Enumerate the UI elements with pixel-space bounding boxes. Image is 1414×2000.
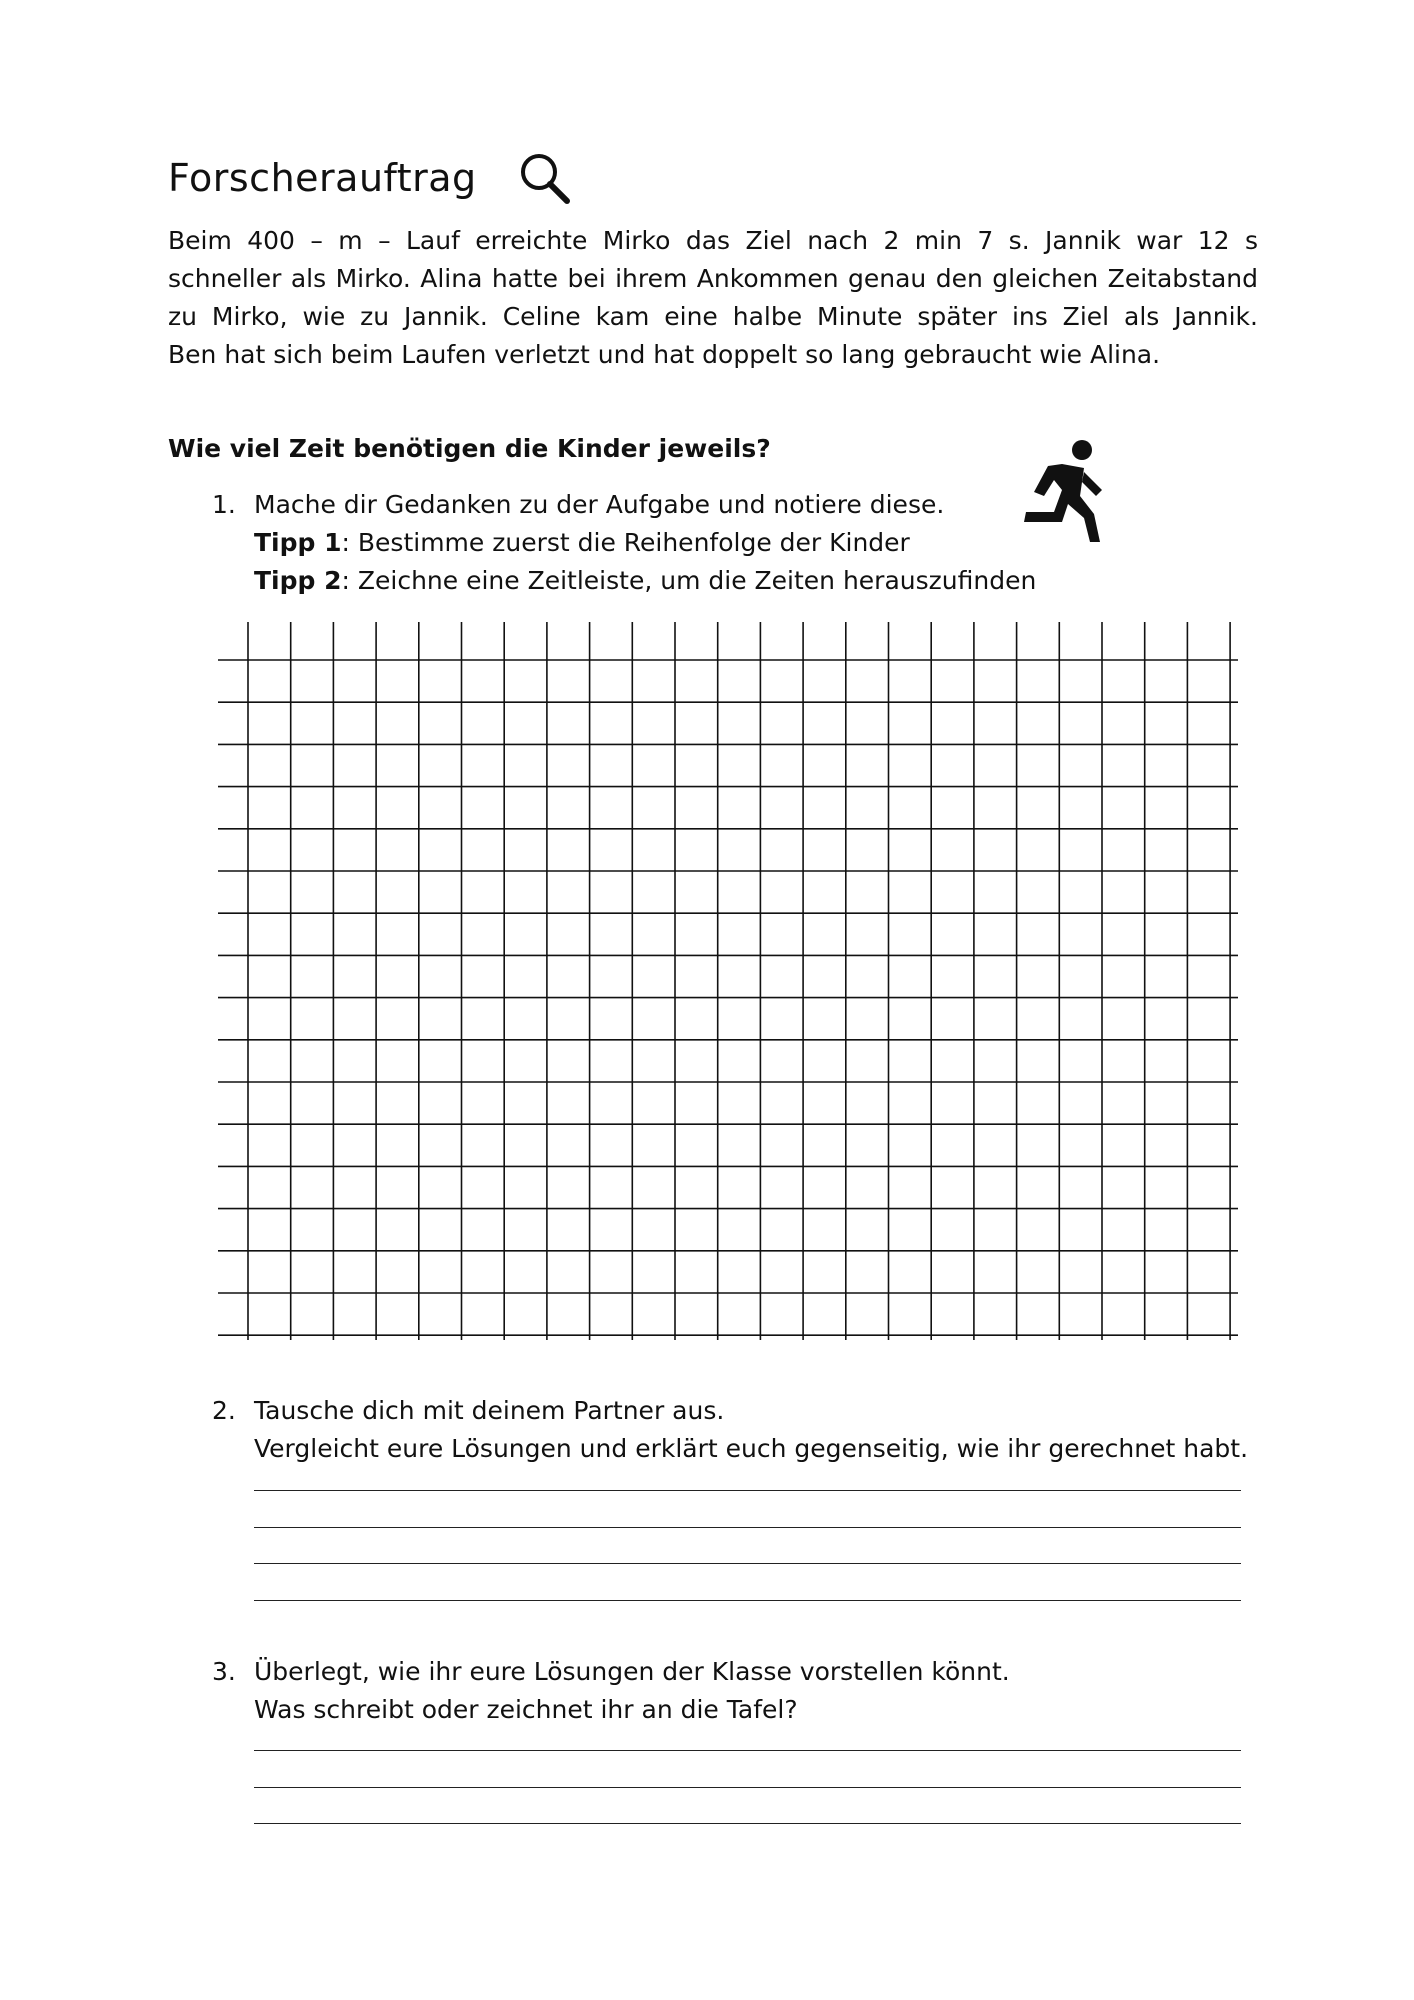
intro-line: Ben hat sich beim Laufen verletzt und hat doppelt so lang gebraucht wie Alina.: [168, 340, 1161, 369]
tip-label: Tipp 2: [254, 566, 342, 595]
answer-line[interactable]: [254, 1563, 1241, 1564]
tip-2: [212, 562, 1036, 600]
intro-paragraph: [168, 222, 1258, 374]
tip-label: Tipp 1: [254, 528, 342, 557]
answer-line[interactable]: [254, 1787, 1241, 1788]
task-1: [212, 486, 1036, 600]
task-number: 2.: [212, 1396, 236, 1425]
title-row: [168, 150, 573, 206]
task-number: 3.: [212, 1657, 236, 1686]
intro-line: Beim 400 – m – Lauf erreichte Mirko das Ziel nach 2 min 7 s. Jannik war 12 s: [168, 226, 1258, 255]
task-number: 1.: [212, 490, 236, 519]
task-2: [212, 1392, 1248, 1468]
task-text: Was schreibt oder zeichnet ihr an die Tafel?: [254, 1695, 798, 1724]
intro-line: schneller als Mirko. Alina hatte bei ihrem Ankommen genau den gleichen Zeitabstand: [168, 264, 1258, 293]
answer-line[interactable]: [254, 1750, 1241, 1751]
answer-line[interactable]: [254, 1600, 1241, 1601]
answer-line[interactable]: [254, 1527, 1241, 1528]
task-3: [212, 1653, 1010, 1729]
answer-lines[interactable]: [254, 1490, 1241, 1610]
task-text: Tausche dich mit deinem Partner aus.: [254, 1396, 725, 1425]
intro-line: zu Mirko, wie zu Jannik. Celine kam eine halbe Minute später ins Ziel als Jannik.: [168, 302, 1258, 331]
tip-text: : Zeichne eine Zeitleiste, um die Zeiten herauszufinden: [341, 566, 1037, 595]
task-text: Überlegt, wie ihr eure Lösungen der Klasse vorstellen könnt.: [254, 1657, 1010, 1686]
task-text: Mache dir Gedanken zu der Aufgabe und notiere diese.: [254, 490, 945, 519]
task-text: Vergleicht eure Lösungen und erklärt euch gegenseitig, wie ihr gerechnet habt.: [254, 1434, 1249, 1463]
magnifier-icon: [517, 150, 573, 206]
tip-text: : Bestimme zuerst die Reihenfolge der Kinder: [341, 528, 910, 557]
grid-paper[interactable]: [218, 622, 1238, 1340]
question-heading: Wie viel Zeit benötigen die Kinder jeweils?: [168, 434, 771, 463]
page-title: Forscherauftrag: [168, 156, 477, 200]
answer-line[interactable]: [254, 1490, 1241, 1491]
answer-line[interactable]: [254, 1823, 1241, 1824]
answer-lines[interactable]: [254, 1750, 1241, 1840]
tip-1: [212, 524, 1036, 562]
